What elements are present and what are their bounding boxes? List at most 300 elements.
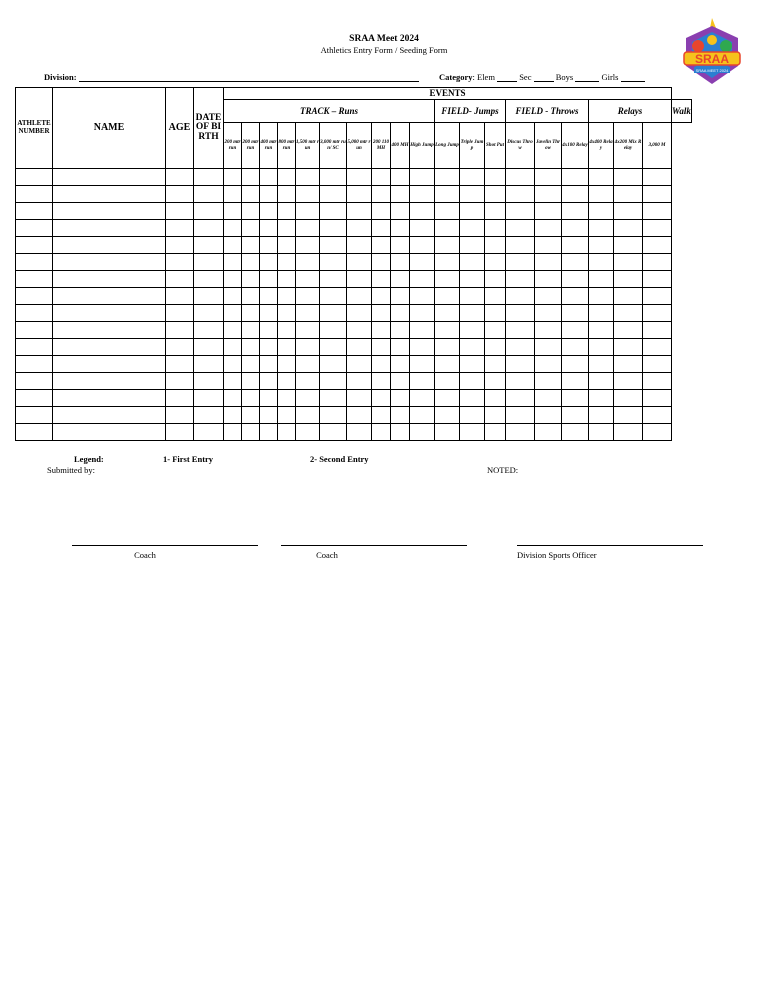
entry-cell[interactable] — [435, 271, 460, 288]
entry-cell[interactable] — [562, 373, 589, 390]
entry-cell[interactable] — [260, 339, 278, 356]
entry-cell[interactable] — [372, 356, 391, 373]
entry-cell[interactable] — [260, 186, 278, 203]
girls-blank[interactable] — [621, 72, 645, 82]
entry-cell[interactable] — [242, 373, 260, 390]
entry-cell[interactable] — [320, 322, 347, 339]
entry-cell[interactable] — [242, 339, 260, 356]
coach-1-signature-line[interactable] — [72, 545, 258, 546]
entry-cell[interactable] — [242, 407, 260, 424]
entry-cell[interactable] — [260, 424, 278, 441]
entry-cell[interactable] — [391, 356, 410, 373]
entry-cell[interactable] — [410, 373, 435, 390]
entry-cell[interactable] — [410, 220, 435, 237]
entry-cell[interactable] — [166, 203, 194, 220]
entry-cell[interactable] — [460, 424, 485, 441]
entry-cell[interactable] — [194, 373, 224, 390]
entry-cell[interactable] — [278, 407, 296, 424]
entry-cell[interactable] — [410, 407, 435, 424]
entry-cell[interactable] — [53, 424, 166, 441]
entry-cell[interactable] — [224, 203, 242, 220]
entry-cell[interactable] — [435, 322, 460, 339]
entry-cell[interactable] — [224, 390, 242, 407]
entry-cell[interactable] — [535, 305, 562, 322]
entry-cell[interactable] — [194, 305, 224, 322]
entry-cell[interactable] — [166, 271, 194, 288]
entry-cell[interactable] — [372, 305, 391, 322]
entry-cell[interactable] — [278, 390, 296, 407]
entry-cell[interactable] — [460, 254, 485, 271]
entry-cell[interactable] — [242, 186, 260, 203]
entry-cell[interactable] — [562, 356, 589, 373]
entry-cell[interactable] — [194, 220, 224, 237]
entry-cell[interactable] — [506, 237, 535, 254]
entry-cell[interactable] — [16, 339, 53, 356]
entry-cell[interactable] — [224, 254, 242, 271]
entry-cell[interactable] — [562, 407, 589, 424]
entry-cell[interactable] — [260, 203, 278, 220]
entry-cell[interactable] — [485, 373, 506, 390]
entry-cell[interactable] — [460, 220, 485, 237]
entry-cell[interactable] — [320, 373, 347, 390]
entry-cell[interactable] — [53, 356, 166, 373]
entry-cell[interactable] — [278, 220, 296, 237]
entry-cell[interactable] — [460, 390, 485, 407]
entry-cell[interactable] — [410, 305, 435, 322]
entry-cell[interactable] — [485, 203, 506, 220]
entry-cell[interactable] — [391, 169, 410, 186]
entry-cell[interactable] — [391, 322, 410, 339]
entry-cell[interactable] — [614, 373, 643, 390]
entry-cell[interactable] — [347, 339, 372, 356]
entry-cell[interactable] — [460, 203, 485, 220]
entry-cell[interactable] — [614, 203, 643, 220]
entry-cell[interactable] — [194, 169, 224, 186]
entry-cell[interactable] — [435, 390, 460, 407]
entry-cell[interactable] — [643, 322, 672, 339]
entry-cell[interactable] — [242, 322, 260, 339]
entry-cell[interactable] — [320, 237, 347, 254]
entry-cell[interactable] — [296, 339, 320, 356]
entry-cell[interactable] — [460, 407, 485, 424]
entry-cell[interactable] — [320, 339, 347, 356]
entry-cell[interactable] — [485, 220, 506, 237]
entry-cell[interactable] — [16, 356, 53, 373]
entry-cell[interactable] — [372, 373, 391, 390]
entry-cell[interactable] — [506, 322, 535, 339]
sec-blank[interactable] — [534, 72, 554, 82]
entry-cell[interactable] — [614, 271, 643, 288]
entry-cell[interactable] — [224, 407, 242, 424]
entry-cell[interactable] — [485, 186, 506, 203]
entry-cell[interactable] — [372, 339, 391, 356]
division-blank[interactable] — [79, 72, 419, 82]
entry-cell[interactable] — [347, 220, 372, 237]
entry-cell[interactable] — [166, 373, 194, 390]
entry-cell[interactable] — [391, 373, 410, 390]
entry-cell[interactable] — [535, 373, 562, 390]
entry-cell[interactable] — [194, 390, 224, 407]
entry-cell[interactable] — [485, 356, 506, 373]
entry-cell[interactable] — [372, 407, 391, 424]
entry-cell[interactable] — [391, 254, 410, 271]
entry-cell[interactable] — [224, 271, 242, 288]
entry-cell[interactable] — [410, 390, 435, 407]
entry-cell[interactable] — [562, 186, 589, 203]
entry-cell[interactable] — [296, 288, 320, 305]
entry-cell[interactable] — [320, 254, 347, 271]
entry-cell[interactable] — [296, 390, 320, 407]
entry-cell[interactable] — [535, 271, 562, 288]
entry-cell[interactable] — [614, 186, 643, 203]
entry-cell[interactable] — [535, 424, 562, 441]
entry-cell[interactable] — [485, 407, 506, 424]
entry-cell[interactable] — [562, 424, 589, 441]
entry-cell[interactable] — [506, 339, 535, 356]
entry-cell[interactable] — [372, 271, 391, 288]
entry-cell[interactable] — [589, 169, 614, 186]
entry-cell[interactable] — [278, 288, 296, 305]
entry-cell[interactable] — [278, 339, 296, 356]
entry-cell[interactable] — [535, 169, 562, 186]
entry-cell[interactable] — [53, 339, 166, 356]
entry-cell[interactable] — [278, 237, 296, 254]
entry-cell[interactable] — [410, 237, 435, 254]
entry-cell[interactable] — [16, 220, 53, 237]
entry-cell[interactable] — [435, 203, 460, 220]
entry-cell[interactable] — [16, 254, 53, 271]
entry-cell[interactable] — [296, 322, 320, 339]
entry-cell[interactable] — [53, 305, 166, 322]
entry-cell[interactable] — [320, 220, 347, 237]
entry-cell[interactable] — [16, 322, 53, 339]
entry-cell[interactable] — [485, 424, 506, 441]
entry-cell[interactable] — [296, 271, 320, 288]
entry-cell[interactable] — [485, 339, 506, 356]
entry-cell[interactable] — [460, 169, 485, 186]
entry-cell[interactable] — [166, 407, 194, 424]
entry-cell[interactable] — [320, 169, 347, 186]
entry-cell[interactable] — [260, 322, 278, 339]
entry-cell[interactable] — [391, 339, 410, 356]
entry-cell[interactable] — [372, 288, 391, 305]
entry-cell[interactable] — [614, 339, 643, 356]
entry-cell[interactable] — [589, 237, 614, 254]
entry-cell[interactable] — [278, 254, 296, 271]
entry-cell[interactable] — [535, 390, 562, 407]
entry-cell[interactable] — [16, 169, 53, 186]
entry-cell[interactable] — [460, 322, 485, 339]
entry-cell[interactable] — [242, 288, 260, 305]
entry-cell[interactable] — [614, 288, 643, 305]
entry-cell[interactable] — [391, 305, 410, 322]
entry-cell[interactable] — [53, 390, 166, 407]
division-sports-officer-signature-line[interactable] — [517, 545, 703, 546]
entry-cell[interactable] — [460, 237, 485, 254]
entry-cell[interactable] — [485, 237, 506, 254]
entry-cell[interactable] — [506, 169, 535, 186]
entry-cell[interactable] — [506, 424, 535, 441]
entry-cell[interactable] — [410, 186, 435, 203]
entry-cell[interactable] — [643, 271, 672, 288]
entry-cell[interactable] — [278, 322, 296, 339]
entry-cell[interactable] — [391, 271, 410, 288]
entry-cell[interactable] — [224, 339, 242, 356]
entry-cell[interactable] — [410, 169, 435, 186]
entry-cell[interactable] — [278, 424, 296, 441]
entry-cell[interactable] — [166, 339, 194, 356]
entry-cell[interactable] — [535, 288, 562, 305]
entry-cell[interactable] — [372, 220, 391, 237]
entry-cell[interactable] — [278, 373, 296, 390]
entry-cell[interactable] — [347, 271, 372, 288]
entry-cell[interactable] — [410, 322, 435, 339]
entry-cell[interactable] — [643, 356, 672, 373]
entry-cell[interactable] — [296, 220, 320, 237]
entry-cell[interactable] — [643, 220, 672, 237]
entry-cell[interactable] — [347, 169, 372, 186]
entry-cell[interactable] — [372, 390, 391, 407]
entry-cell[interactable] — [460, 356, 485, 373]
entry-cell[interactable] — [166, 169, 194, 186]
entry-cell[interactable] — [372, 424, 391, 441]
entry-cell[interactable] — [589, 220, 614, 237]
entry-cell[interactable] — [296, 407, 320, 424]
entry-cell[interactable] — [278, 305, 296, 322]
entry-cell[interactable] — [260, 254, 278, 271]
entry-cell[interactable] — [224, 322, 242, 339]
entry-cell[interactable] — [485, 169, 506, 186]
entry-cell[interactable] — [242, 203, 260, 220]
entry-cell[interactable] — [320, 424, 347, 441]
entry-cell[interactable] — [320, 203, 347, 220]
entry-cell[interactable] — [347, 186, 372, 203]
entry-cell[interactable] — [485, 390, 506, 407]
entry-cell[interactable] — [194, 186, 224, 203]
entry-cell[interactable] — [166, 254, 194, 271]
entry-cell[interactable] — [194, 407, 224, 424]
entry-cell[interactable] — [535, 254, 562, 271]
entry-cell[interactable] — [372, 322, 391, 339]
entry-cell[interactable] — [391, 237, 410, 254]
entry-cell[interactable] — [589, 356, 614, 373]
entry-cell[interactable] — [410, 271, 435, 288]
entry-cell[interactable] — [435, 424, 460, 441]
entry-cell[interactable] — [16, 424, 53, 441]
entry-cell[interactable] — [166, 220, 194, 237]
entry-cell[interactable] — [435, 169, 460, 186]
entry-cell[interactable] — [278, 186, 296, 203]
entry-cell[interactable] — [296, 356, 320, 373]
entry-cell[interactable] — [391, 220, 410, 237]
entry-cell[interactable] — [242, 390, 260, 407]
entry-cell[interactable] — [296, 237, 320, 254]
entry-cell[interactable] — [460, 271, 485, 288]
entry-cell[interactable] — [242, 237, 260, 254]
entry-cell[interactable] — [260, 288, 278, 305]
entry-cell[interactable] — [562, 390, 589, 407]
entry-cell[interactable] — [347, 390, 372, 407]
entry-cell[interactable] — [410, 254, 435, 271]
entry-cell[interactable] — [643, 407, 672, 424]
entry-cell[interactable] — [166, 322, 194, 339]
entry-cell[interactable] — [53, 288, 166, 305]
entry-cell[interactable] — [562, 271, 589, 288]
entry-cell[interactable] — [391, 186, 410, 203]
entry-cell[interactable] — [589, 322, 614, 339]
entry-cell[interactable] — [506, 254, 535, 271]
entry-cell[interactable] — [589, 305, 614, 322]
entry-cell[interactable] — [372, 254, 391, 271]
entry-cell[interactable] — [260, 373, 278, 390]
entry-cell[interactable] — [53, 271, 166, 288]
entry-cell[interactable] — [506, 203, 535, 220]
entry-cell[interactable] — [166, 288, 194, 305]
entry-cell[interactable] — [562, 288, 589, 305]
entry-cell[interactable] — [589, 339, 614, 356]
entry-cell[interactable] — [460, 186, 485, 203]
entry-cell[interactable] — [53, 220, 166, 237]
entry-cell[interactable] — [614, 356, 643, 373]
entry-cell[interactable] — [320, 271, 347, 288]
entry-cell[interactable] — [16, 271, 53, 288]
entry-cell[interactable] — [589, 390, 614, 407]
entry-cell[interactable] — [194, 254, 224, 271]
entry-cell[interactable] — [410, 288, 435, 305]
entry-cell[interactable] — [194, 237, 224, 254]
entry-cell[interactable] — [460, 305, 485, 322]
entry-cell[interactable] — [589, 186, 614, 203]
entry-cell[interactable] — [224, 186, 242, 203]
entry-cell[interactable] — [372, 186, 391, 203]
entry-cell[interactable] — [296, 424, 320, 441]
entry-cell[interactable] — [260, 237, 278, 254]
entry-cell[interactable] — [643, 288, 672, 305]
entry-cell[interactable] — [643, 169, 672, 186]
entry-cell[interactable] — [242, 356, 260, 373]
entry-cell[interactable] — [16, 203, 53, 220]
entry-cell[interactable] — [372, 203, 391, 220]
entry-cell[interactable] — [16, 390, 53, 407]
entry-cell[interactable] — [194, 424, 224, 441]
entry-cell[interactable] — [614, 220, 643, 237]
entry-cell[interactable] — [224, 237, 242, 254]
entry-cell[interactable] — [166, 186, 194, 203]
entry-cell[interactable] — [260, 390, 278, 407]
entry-cell[interactable] — [194, 356, 224, 373]
entry-cell[interactable] — [535, 220, 562, 237]
entry-cell[interactable] — [535, 407, 562, 424]
entry-cell[interactable] — [296, 373, 320, 390]
entry-cell[interactable] — [16, 373, 53, 390]
entry-cell[interactable] — [614, 169, 643, 186]
entry-cell[interactable] — [485, 254, 506, 271]
entry-cell[interactable] — [643, 339, 672, 356]
entry-cell[interactable] — [224, 424, 242, 441]
entry-cell[interactable] — [194, 203, 224, 220]
entry-cell[interactable] — [224, 288, 242, 305]
entry-cell[interactable] — [435, 373, 460, 390]
entry-cell[interactable] — [391, 288, 410, 305]
entry-cell[interactable] — [435, 305, 460, 322]
entry-cell[interactable] — [589, 288, 614, 305]
entry-cell[interactable] — [278, 203, 296, 220]
entry-cell[interactable] — [562, 203, 589, 220]
entry-cell[interactable] — [16, 288, 53, 305]
entry-cell[interactable] — [166, 424, 194, 441]
entry-cell[interactable] — [16, 305, 53, 322]
entry-cell[interactable] — [53, 203, 166, 220]
entry-cell[interactable] — [194, 322, 224, 339]
entry-cell[interactable] — [460, 373, 485, 390]
entry-cell[interactable] — [391, 390, 410, 407]
entry-cell[interactable] — [506, 220, 535, 237]
entry-cell[interactable] — [320, 356, 347, 373]
entry-cell[interactable] — [410, 203, 435, 220]
entry-cell[interactable] — [242, 424, 260, 441]
entry-cell[interactable] — [372, 237, 391, 254]
entry-cell[interactable] — [347, 407, 372, 424]
entry-cell[interactable] — [535, 203, 562, 220]
entry-cell[interactable] — [535, 322, 562, 339]
entry-cell[interactable] — [562, 339, 589, 356]
entry-cell[interactable] — [53, 254, 166, 271]
entry-cell[interactable] — [643, 305, 672, 322]
entry-cell[interactable] — [643, 237, 672, 254]
entry-cell[interactable] — [435, 220, 460, 237]
entry-cell[interactable] — [410, 424, 435, 441]
entry-cell[interactable] — [506, 407, 535, 424]
entry-cell[interactable] — [506, 305, 535, 322]
entry-cell[interactable] — [260, 356, 278, 373]
entry-cell[interactable] — [562, 305, 589, 322]
entry-cell[interactable] — [242, 220, 260, 237]
entry-cell[interactable] — [485, 305, 506, 322]
entry-cell[interactable] — [320, 407, 347, 424]
entry-cell[interactable] — [372, 169, 391, 186]
entry-cell[interactable] — [589, 407, 614, 424]
entry-cell[interactable] — [224, 373, 242, 390]
entry-cell[interactable] — [16, 407, 53, 424]
entry-cell[interactable] — [320, 305, 347, 322]
entry-cell[interactable] — [391, 424, 410, 441]
entry-cell[interactable] — [535, 237, 562, 254]
entry-cell[interactable] — [320, 288, 347, 305]
entry-cell[interactable] — [166, 237, 194, 254]
entry-cell[interactable] — [614, 322, 643, 339]
entry-cell[interactable] — [535, 186, 562, 203]
entry-cell[interactable] — [435, 186, 460, 203]
entry-cell[interactable] — [460, 339, 485, 356]
entry-cell[interactable] — [16, 237, 53, 254]
entry-cell[interactable] — [410, 339, 435, 356]
entry-cell[interactable] — [278, 271, 296, 288]
entry-cell[interactable] — [614, 254, 643, 271]
entry-cell[interactable] — [643, 186, 672, 203]
entry-cell[interactable] — [391, 407, 410, 424]
boys-blank[interactable] — [575, 72, 599, 82]
entry-cell[interactable] — [53, 169, 166, 186]
entry-cell[interactable] — [614, 424, 643, 441]
entry-cell[interactable] — [296, 203, 320, 220]
entry-cell[interactable] — [589, 424, 614, 441]
entry-cell[interactable] — [260, 220, 278, 237]
entry-cell[interactable] — [435, 407, 460, 424]
entry-cell[interactable] — [506, 373, 535, 390]
entry-cell[interactable] — [506, 271, 535, 288]
entry-cell[interactable] — [260, 305, 278, 322]
entry-cell[interactable] — [194, 271, 224, 288]
